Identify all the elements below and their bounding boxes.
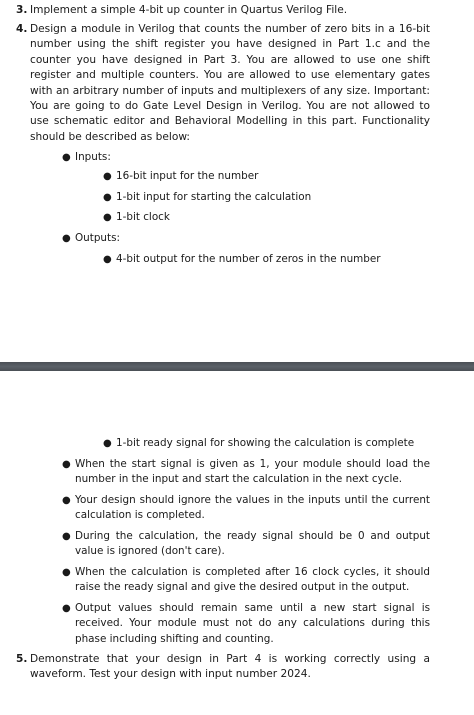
rule-item bbox=[62, 493, 430, 524]
input-item bbox=[103, 190, 430, 205]
bullet-icon: ● bbox=[103, 212, 112, 223]
item-3 bbox=[16, 3, 430, 18]
output-item-text: 1-bit ready signal for showing the calculation is complete bbox=[116, 437, 415, 449]
outputs-label: Outputs: bbox=[75, 232, 121, 244]
rule-item bbox=[62, 457, 430, 488]
inputs-label: Inputs: bbox=[75, 151, 111, 163]
output-item bbox=[103, 252, 430, 267]
item-text: Demonstrate that your design in Part 4 is working correctly using a waveform. Test your design with input number 2024. bbox=[30, 653, 430, 681]
inputs-heading bbox=[62, 150, 430, 165]
item-number: 5. bbox=[16, 653, 28, 665]
page-divider bbox=[0, 362, 474, 371]
input-item bbox=[103, 169, 430, 184]
bullet-icon: ● bbox=[62, 603, 71, 614]
rule-text: During the calculation, the ready signal should be 0 and output value is ignored (don't care). bbox=[75, 530, 430, 558]
bullet-icon: ● bbox=[103, 438, 112, 449]
rule-text: Output values should remain same until a new start signal is received. Your module must not do any calculations during this phase including shifting and counting. bbox=[75, 602, 430, 645]
bullet-icon: ● bbox=[62, 459, 71, 470]
item-number: 4. bbox=[16, 23, 28, 35]
bullet-icon: ● bbox=[62, 233, 71, 244]
rule-item bbox=[62, 601, 430, 647]
rule-item bbox=[62, 565, 430, 596]
input-item bbox=[103, 210, 430, 225]
input-item-text: 1-bit input for starting the calculation bbox=[116, 191, 312, 203]
rule-item bbox=[62, 529, 430, 560]
rule-text: When the start signal is given as 1, your module should load the number in the input and start the calculation in the next cycle. bbox=[75, 458, 430, 486]
outputs-heading bbox=[62, 231, 430, 246]
item-4 bbox=[16, 22, 430, 145]
output-item bbox=[103, 436, 430, 451]
item-text: Implement a simple 4-bit up counter in Quartus Verilog File. bbox=[30, 4, 348, 16]
bullet-icon: ● bbox=[62, 567, 71, 578]
bullet-icon: ● bbox=[62, 531, 71, 542]
input-item-text: 1-bit clock bbox=[116, 211, 170, 223]
rule-text: When the calculation is completed after 16 clock cycles, it should raise the ready signal and give the desired output in the output. bbox=[75, 566, 430, 594]
bullet-icon: ● bbox=[62, 495, 71, 506]
bullet-icon: ● bbox=[103, 171, 112, 182]
bullet-icon: ● bbox=[103, 254, 112, 265]
item-5 bbox=[16, 652, 430, 683]
item-text: Design a module in Verilog that counts the number of zero bits in a 16-bit number using the shift register you have designed in Part 1.c and the counter you have designed in Part 3. You are allowed to use one shift register and multiple counters. You are allowed to use elementary gates with an arbitrary number of inputs and multiplexers of any size. Important: You are going to do Gate Level Design in Verilog. You are not allowed to use schematic editor and Behavioral Modelling in this part. Functionality should be described as below: bbox=[30, 23, 430, 143]
bullet-icon: ● bbox=[62, 152, 71, 163]
input-item-text: 16-bit input for the number bbox=[116, 170, 259, 182]
rule-text: Your design should ignore the values in the inputs until the current calculation is completed. bbox=[75, 494, 430, 522]
item-number: 3. bbox=[16, 4, 28, 16]
bullet-icon: ● bbox=[103, 192, 112, 203]
output-item-text: 4-bit output for the number of zeros in the number bbox=[116, 253, 381, 265]
document-page-bottom bbox=[0, 371, 474, 715]
